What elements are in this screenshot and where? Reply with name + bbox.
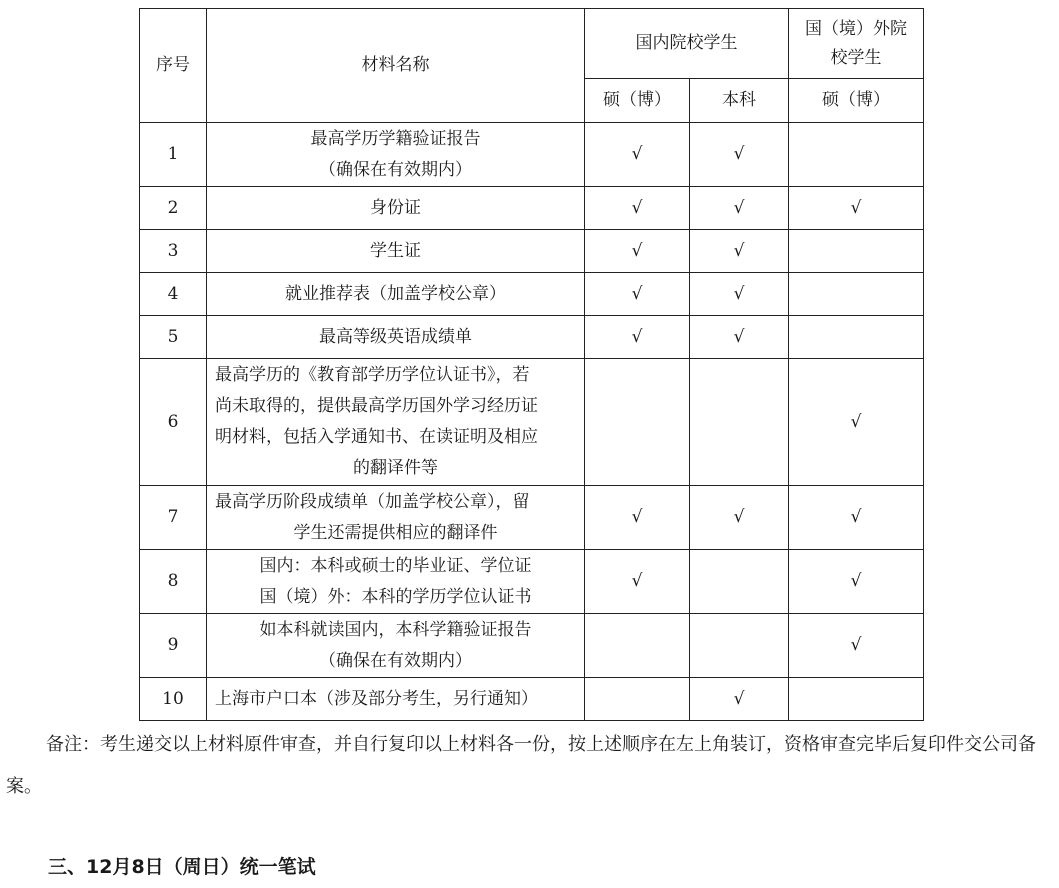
material-name-line: 身份证 xyxy=(370,197,421,218)
check-mark: √ xyxy=(631,507,643,527)
check-domestic-master-cell xyxy=(585,230,690,273)
check-mark: √ xyxy=(850,197,862,218)
header-foreign-master: 硕（博） xyxy=(789,79,924,123)
row-number: 7 xyxy=(140,486,207,550)
table-row xyxy=(140,230,924,273)
check-domestic-bachelor-cell xyxy=(690,187,789,230)
table-row xyxy=(140,678,924,721)
check-mark: √ xyxy=(733,240,745,261)
check-domestic-master-cell xyxy=(585,187,690,230)
table-row xyxy=(140,273,924,316)
material-name xyxy=(207,187,585,230)
material-name-line: 明材料，包括入学通知书、在读证明及相应 xyxy=(215,427,538,447)
material-name xyxy=(207,316,585,359)
material-name xyxy=(207,123,585,187)
check-foreign-master-cell xyxy=(789,230,924,273)
check-mark: √ xyxy=(631,197,643,218)
table-row xyxy=(140,187,924,230)
material-name-line: （确保在有效期内） xyxy=(319,650,472,671)
row-number: 4 xyxy=(140,273,207,316)
material-name-line: 最高等级英语成绩单 xyxy=(319,326,472,347)
section-heading: 三、12月8日（周日）统一笔试 xyxy=(48,856,316,878)
table-row xyxy=(140,614,924,678)
check-domestic-bachelor-cell xyxy=(690,486,789,550)
check-domestic-master-cell xyxy=(585,316,690,359)
table-row xyxy=(140,316,924,359)
check-mark: √ xyxy=(733,197,745,218)
check-domestic-bachelor-cell xyxy=(690,316,789,359)
materials-table xyxy=(139,8,924,721)
material-name xyxy=(207,614,585,678)
material-name-line: 国内：本科或硕士的毕业证、学位证 xyxy=(259,555,532,576)
check-domestic-bachelor-cell xyxy=(690,678,789,721)
header-foreign-students xyxy=(789,9,924,79)
material-name-line: 最高学历阶段成绩单（加盖学校公章），留 xyxy=(215,491,530,512)
check-mark: √ xyxy=(631,571,643,591)
header-domestic-bachelor: 本科 xyxy=(690,79,789,123)
row-number: 1 xyxy=(140,123,207,187)
check-mark: √ xyxy=(631,326,643,347)
check-foreign-master-cell xyxy=(789,187,924,230)
header-foreign-line-1: 国（境）外院 xyxy=(805,18,907,39)
header-material-name: 材料名称 xyxy=(207,9,585,123)
material-name-line: 就业推荐表（加盖学校公章） xyxy=(285,283,506,304)
check-foreign-master-cell xyxy=(789,273,924,316)
check-domestic-bachelor-cell xyxy=(690,550,789,614)
material-name-line: 最高学历的《教育部学历学位认证书》，若 xyxy=(215,365,530,385)
check-mark: √ xyxy=(850,507,862,527)
material-name xyxy=(207,550,585,614)
check-domestic-master-cell xyxy=(585,486,690,550)
check-domestic-master-cell xyxy=(585,678,690,721)
row-number: 6 xyxy=(140,359,207,486)
check-foreign-master-cell xyxy=(789,678,924,721)
material-name-line: （确保在有效期内） xyxy=(319,159,472,180)
check-mark: √ xyxy=(631,144,643,164)
row-number: 2 xyxy=(140,187,207,230)
check-foreign-master-cell xyxy=(789,123,924,187)
material-name-line: 学生证 xyxy=(370,240,421,261)
check-domestic-master-cell xyxy=(585,550,690,614)
row-number: 5 xyxy=(140,316,207,359)
header-domestic-master: 硕（博） xyxy=(585,79,690,123)
header-seq: 序号 xyxy=(140,9,207,123)
material-name xyxy=(207,230,585,273)
material-name-line: 学生还需提供相应的翻译件 xyxy=(293,522,498,543)
table-row xyxy=(140,123,924,187)
check-domestic-master-cell xyxy=(585,359,690,486)
row-number: 9 xyxy=(140,614,207,678)
table-row xyxy=(140,359,924,486)
material-name xyxy=(207,359,585,486)
material-name-line: 上海市户口本（涉及部分考生，另行通知） xyxy=(215,688,538,709)
check-domestic-master-cell xyxy=(585,614,690,678)
table-row xyxy=(140,550,924,614)
material-name xyxy=(207,678,585,721)
check-mark: √ xyxy=(733,507,745,527)
check-domestic-bachelor-cell xyxy=(690,273,789,316)
material-name-line: 尚未取得的，提供最高学历国外学习经历证 xyxy=(215,396,538,416)
material-name-line: 最高学历学籍验证报告 xyxy=(310,128,481,149)
check-mark: √ xyxy=(850,635,862,655)
check-domestic-master-cell xyxy=(585,123,690,187)
material-name xyxy=(207,273,585,316)
check-mark: √ xyxy=(631,240,643,261)
check-mark: √ xyxy=(733,144,745,164)
header-foreign-line-2: 校学生 xyxy=(830,47,882,68)
check-domestic-bachelor-cell xyxy=(690,614,789,678)
check-mark: √ xyxy=(733,283,745,304)
check-domestic-bachelor-cell xyxy=(690,230,789,273)
material-name-line: 国（境）外：本科的学历学位认证书 xyxy=(259,586,532,607)
check-mark: √ xyxy=(733,688,745,709)
check-mark: √ xyxy=(733,326,745,347)
row-number: 3 xyxy=(140,230,207,273)
check-mark: √ xyxy=(850,411,862,432)
check-foreign-master-cell xyxy=(789,614,924,678)
row-number: 8 xyxy=(140,550,207,614)
header-domestic-students: 国内院校学生 xyxy=(585,9,789,79)
check-domestic-master-cell xyxy=(585,273,690,316)
row-number: 10 xyxy=(140,678,207,721)
material-name-line: 的翻译件等 xyxy=(353,458,438,478)
check-foreign-master-cell xyxy=(789,550,924,614)
check-foreign-master-cell xyxy=(789,359,924,486)
check-domestic-bachelor-cell xyxy=(690,359,789,486)
check-foreign-master-cell xyxy=(789,316,924,359)
remarks-note: 备注：考生递交以上材料原件审查，并自行复印以上材料各一份，按上述顺序在左上角装订，资格审查完毕后复印件交公司备案。 xyxy=(6,734,1036,797)
table-row xyxy=(140,486,924,550)
material-name xyxy=(207,486,585,550)
material-name-line: 如本科就读国内，本科学籍验证报告 xyxy=(259,619,532,640)
check-foreign-master-cell xyxy=(789,486,924,550)
check-mark: √ xyxy=(631,283,643,304)
check-mark: √ xyxy=(850,571,862,591)
check-domestic-bachelor-cell xyxy=(690,123,789,187)
